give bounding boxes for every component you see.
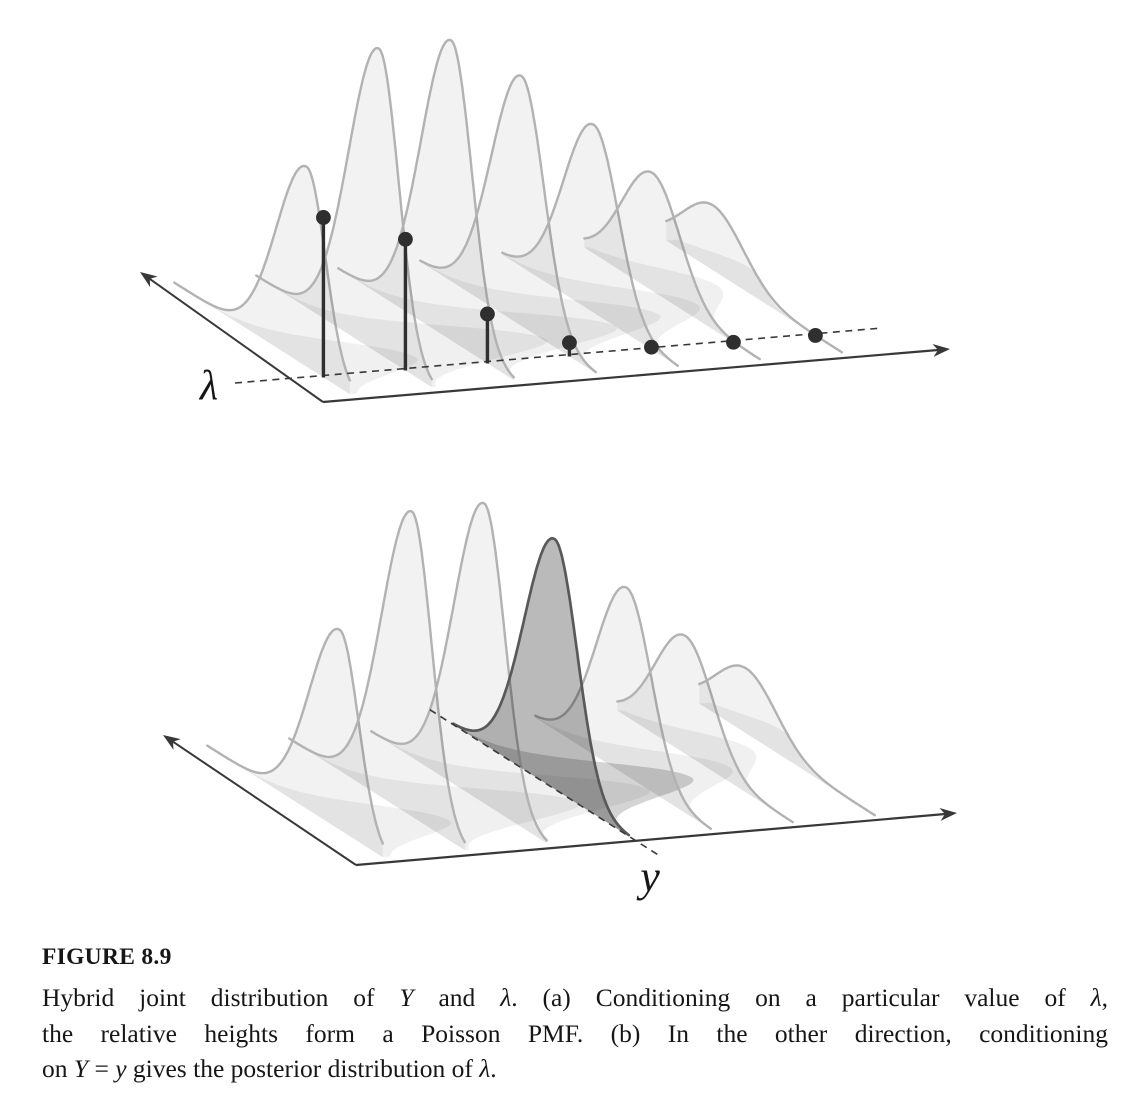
lambda-axis-arrowhead-icon	[163, 735, 181, 750]
math-symbol: λ	[500, 983, 512, 1012]
caption-text: =	[88, 1054, 116, 1083]
caption-text: .	[490, 1054, 497, 1083]
math-symbol: λ	[1090, 983, 1102, 1012]
pmf-dot-4	[644, 340, 659, 355]
panel-b	[163, 503, 957, 901]
caption-text: gives the posterior distribution of	[126, 1054, 480, 1083]
caption-text: . (a) Conditioning on a particular value of	[511, 983, 1091, 1012]
caption-text: ,	[1101, 983, 1109, 1012]
panel-a	[140, 40, 950, 409]
caption-text: on	[42, 1054, 74, 1083]
pmf-dot-5	[726, 335, 741, 350]
caption-line-3	[42, 1051, 1108, 1087]
pmf-dot-1	[398, 232, 413, 247]
math-symbol: Y	[73, 1054, 89, 1083]
pmf-dot-0	[316, 210, 331, 225]
figure-caption	[42, 942, 1108, 1087]
math-symbol: y	[115, 1054, 127, 1083]
pmf-dot-6	[808, 328, 823, 343]
caption-text: the relative heights form a Poisson PMF. (b) In the other direction, conditioning	[42, 1018, 1108, 1048]
math-symbol: λ	[479, 1054, 491, 1083]
y-axis-label: y	[640, 852, 660, 901]
caption-line-2	[42, 1016, 1108, 1052]
math-symbol: Y	[399, 983, 414, 1012]
figure-label: FIGURE 8.9	[42, 944, 172, 970]
lambda-axis-arrowhead-icon	[140, 272, 158, 287]
pmf-dot-3	[562, 335, 577, 350]
caption-text: Hybrid joint distribution of	[42, 983, 400, 1012]
caption-line-1	[42, 980, 1108, 1016]
lambda-axis-label: λ	[199, 363, 219, 409]
caption-text: and	[413, 983, 501, 1012]
pmf-dot-2	[480, 307, 495, 322]
